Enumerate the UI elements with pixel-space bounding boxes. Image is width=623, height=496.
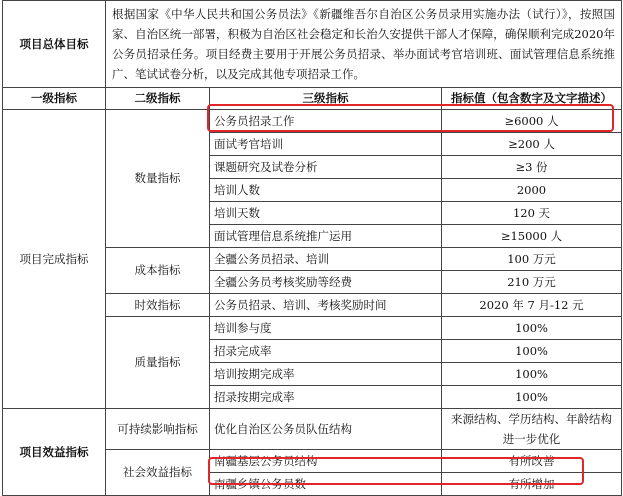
indicator-value: 100% (442, 340, 622, 363)
indicator-value: ≥200 人 (442, 133, 622, 156)
indicator-value: 100% (442, 386, 622, 409)
completion-target-label: 项目完成指标 (3, 110, 106, 409)
indicator-name: 公务员招录工作 (210, 110, 442, 133)
quality-label: 质量指标 (106, 317, 210, 409)
indicator-name: 招录完成率 (210, 340, 442, 363)
indicator-value: ≥15000 人 (442, 225, 622, 248)
indicator-name: 课题研究及试卷分析 (210, 156, 442, 179)
overall-target-text: 根据国家《中华人民共和国公务员法》《新疆维吾尔自治区公务员录用实施办法（试行）》，按照国家、自治区统一部署，积极为自治区社会稳定和长治久安提供干部人才保障，确保顺利完成2020年公务员招录任务。项目经费主要用于开展公务员招录、举办面试考官培训班、面试管理信息系统推广、笔试试卷分析，以及完成其他专项招录工作。 (106, 1, 622, 88)
indicator-value: 2000 (442, 179, 622, 202)
indicator-value: 120 天 (442, 202, 622, 225)
indicator-name: 优化自治区公务员队伍结构 (210, 409, 442, 450)
indicator-value: 100% (442, 317, 622, 340)
table-row (3, 110, 622, 133)
table-header-row (3, 88, 622, 110)
indicator-name: 培训天数 (210, 202, 442, 225)
indicator-value: 有所改善 (442, 450, 622, 473)
indicator-value: 有所增加 (442, 473, 622, 496)
indicator-name: 公务员招录、培训、考核奖励时间 (210, 294, 442, 317)
indicator-value: 100% (442, 363, 622, 386)
indicator-name: 培训人数 (210, 179, 442, 202)
indicator-value: 2020 年 7 月-12 元 (442, 294, 622, 317)
header-level1: 一级指标 (3, 88, 106, 110)
overall-target-label: 项目总体目标 (3, 1, 106, 88)
indicator-value: 100 万元 (442, 248, 622, 271)
indicator-name: 培训按期完成率 (210, 363, 442, 386)
indicator-name: 全疆公务员考核奖励等经费 (210, 271, 442, 294)
indicator-name: 面试管理信息系统推广运用 (210, 225, 442, 248)
cost-label: 成本指标 (106, 248, 210, 294)
benefit-target-label: 项目效益指标 (3, 409, 106, 496)
indicator-value: 210 万元 (442, 271, 622, 294)
header-value: 指标值（包含数字及文字描述） (442, 88, 622, 110)
indicator-name: 培训参与度 (210, 317, 442, 340)
table-row (3, 409, 622, 450)
indicator-name: 南疆基层公务员结构 (210, 450, 442, 473)
sustainable-label: 可持续影响指标 (106, 409, 210, 450)
indicator-name: 南疆乡镇公务员数 (210, 473, 442, 496)
indicator-value: 来源结构、学历结构、年龄结构进一步优化 (442, 409, 622, 450)
indicator-name: 招录按期完成率 (210, 386, 442, 409)
quantity-label: 数量指标 (106, 110, 210, 248)
indicator-value: ≥6000 人 (442, 110, 622, 133)
social-label: 社会效益指标 (106, 450, 210, 496)
indicator-name: 面试考官培训 (210, 133, 442, 156)
indicator-name: 全疆公务员招录、培训 (210, 248, 442, 271)
performance-target-table (2, 0, 622, 496)
indicator-value: ≥3 份 (442, 156, 622, 179)
header-level2: 二级指标 (106, 88, 210, 110)
header-level3: 三级指标 (210, 88, 442, 110)
time-label: 时效指标 (106, 294, 210, 317)
